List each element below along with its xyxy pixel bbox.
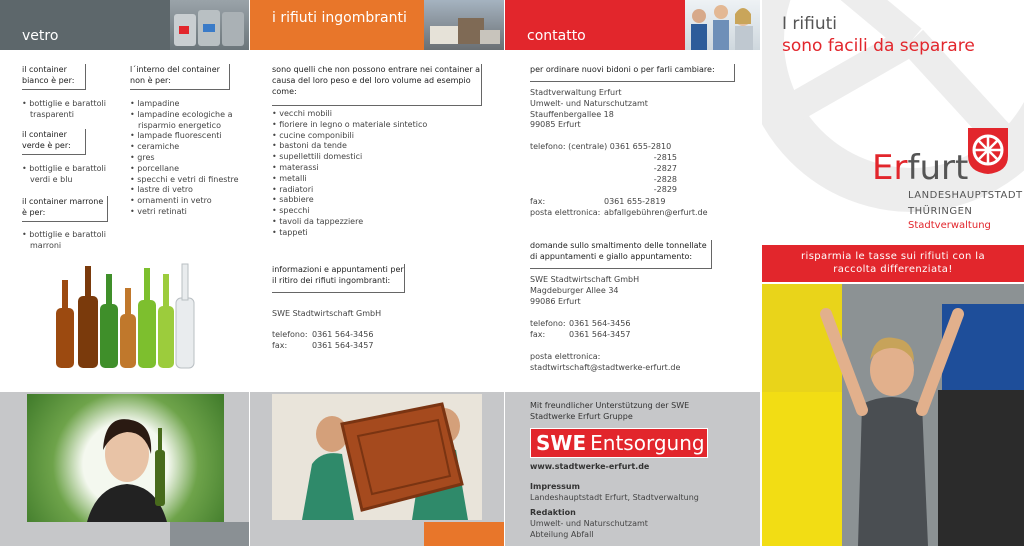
list-item: • fioriere in legno o materiale sintetico — [272, 120, 492, 131]
ingombranti-panel — [250, 0, 504, 546]
verde-label: il container verde è per: — [22, 129, 86, 155]
list-item: • porcellane — [130, 164, 240, 175]
list-item: • bottiglie e barattoli verdi e blu — [22, 164, 114, 186]
containers-icon — [170, 0, 249, 50]
erfurt-logo-wordmark — [872, 150, 968, 186]
bulky-waste-photo — [424, 0, 504, 50]
container-photo — [170, 0, 249, 50]
vetro-title: vetro — [22, 28, 59, 44]
bins-icon — [762, 284, 1024, 546]
cover-banner: risparmia le tasse sui rifiuti con la raccolta differenziata! — [762, 245, 1024, 282]
list-item: • specchi e vetri di finestre — [130, 175, 240, 186]
list-item: • gres — [130, 153, 240, 164]
workers-icon — [272, 394, 482, 520]
swe-phone: 0361 564-3456 — [569, 319, 631, 328]
people-icon — [685, 0, 760, 50]
list-item: • sabbiere — [272, 195, 492, 206]
ingombranti-info-label: informazioni e appuntamenti per il ritiro dei rifiuti ingombranti: — [272, 264, 405, 293]
woman-wine-photo — [27, 394, 224, 522]
phone-ext: -2815 — [653, 153, 677, 162]
ingombranti-company: SWE Stadtwirtschaft GmbH — [272, 309, 382, 318]
list-item: • tappeti — [272, 228, 492, 239]
redaktion-text — [530, 519, 648, 541]
impressum-text: Landeshauptstadt Erfurt, Stadtverwaltung — [530, 493, 699, 502]
list-item: • bastoni da tende — [272, 141, 492, 152]
interior-label: l´interno del container non è per: — [130, 64, 230, 90]
contact-fax: 0361 655-2819 — [604, 197, 666, 206]
swe-email-label: posta elettronica: — [530, 352, 601, 361]
woman-icon — [27, 394, 224, 522]
address-line: 99086 Erfurt — [530, 296, 581, 306]
list-item: • ceramiche — [130, 142, 240, 153]
bottle-amber — [120, 288, 136, 368]
furniture-icon — [424, 0, 504, 50]
impressum-label: Impressum — [530, 482, 580, 491]
logo-line3: Stadtverwaltung — [908, 220, 991, 231]
contact-phone-ext — [637, 153, 677, 196]
boy-bins-photo — [762, 284, 1024, 546]
list-item: • vecchi mobili — [272, 109, 492, 120]
list-item: • materassi — [272, 163, 492, 174]
redaktion-line: Umwelt- und Naturschutzamt — [530, 519, 648, 528]
swe-email: stadtwirtschaft@stadtwerke-erfurt.de — [530, 363, 681, 372]
address-line: Umwelt- und Naturschutzamt — [530, 98, 648, 108]
ingombranti-header — [250, 0, 504, 50]
list-item: • ornamenti in vetro — [130, 196, 240, 207]
logo-line2: THÜRINGEN — [908, 206, 973, 217]
contatto-panel — [505, 0, 760, 546]
order-label: per ordinare nuovi bidoni o per farli cambiare: — [530, 64, 735, 82]
contact-phone: telefono: (centrale) 0361 655-2810 — [530, 142, 672, 151]
bianco-list — [22, 99, 114, 121]
address-line: Stauffenbergallee 18 — [530, 109, 614, 119]
list-item: • lampade fluorescenti — [130, 131, 240, 142]
swe-fax-label: fax: — [530, 330, 546, 339]
support-text: Mit freundlicher Unterstützung der SWE Stadtwerke Erfurt Gruppe — [530, 401, 690, 421]
swe-url[interactable]: www.stadtwerke-erfurt.de — [530, 462, 650, 471]
vetro-header — [0, 0, 249, 50]
erfurt-wheel-icon — [966, 126, 1010, 176]
ingombranti-list — [272, 109, 492, 239]
contatto-header — [505, 0, 760, 50]
list-item: • metalli — [272, 174, 492, 185]
contact-email: abfallgebühren@erfurt.de — [604, 208, 708, 217]
list-item: • radiatori — [272, 185, 492, 196]
ingombranti-phone-label: telefono: — [272, 330, 308, 339]
contact-fax-label: fax: — [530, 197, 546, 206]
list-item: • specchi — [272, 206, 492, 217]
marrone-list — [22, 230, 114, 252]
redaktion-label: Redaktion — [530, 508, 576, 517]
contact-address — [530, 88, 648, 131]
ingombranti-fax-label: fax: — [272, 341, 288, 350]
verde-list — [22, 164, 114, 186]
list-item: • vetri retinati — [130, 207, 240, 218]
marrone-label: il container marrone è per: — [22, 196, 108, 222]
list-item: • lampadine ecologiche a risparmio energetico — [130, 110, 240, 132]
ingombranti-phone: 0361 564-3456 — [312, 330, 374, 339]
ingombranti-corner-block — [424, 522, 504, 546]
list-item: • bottiglie e barattoli marroni — [22, 230, 114, 252]
bottle-brown — [56, 280, 74, 368]
swe-entsorgung-logo — [530, 428, 708, 458]
bottle-lime — [138, 268, 156, 368]
erfurt-logo-er: Er — [872, 148, 908, 188]
cover-title-line1: I rifiuti — [782, 14, 838, 34]
bottle-brown-2 — [78, 266, 98, 368]
contatto-title: contatto — [527, 28, 586, 44]
address-line: Stadtverwaltung Erfurt — [530, 88, 622, 97]
ingombranti-intro: sono quelli che non possono entrare nei container a causa del loro peso e del loro volume ad esempio come: — [272, 64, 482, 106]
bottle-clear — [176, 264, 194, 368]
bottle-lime-2 — [158, 274, 174, 368]
ingombranti-fax: 0361 564-3457 — [312, 341, 374, 350]
phone-ext: -2827 — [653, 163, 677, 173]
workers-table-photo — [272, 394, 482, 520]
cover-panel — [762, 0, 1024, 546]
ingombranti-title: i rifiuti ingombranti — [272, 10, 407, 26]
list-item: • cucine componibili — [272, 131, 492, 142]
phone-ext: -2829 — [653, 185, 677, 195]
list-item: • supellettili domestici — [272, 152, 492, 163]
swe-phone-label: telefono: — [530, 319, 566, 328]
team-photo — [685, 0, 760, 50]
swe-address — [530, 275, 639, 307]
cover-title-line2: sono facili da separare — [782, 36, 975, 56]
contact-email-label: posta elettronica: — [530, 208, 601, 217]
list-item: • lastre di vetro — [130, 185, 240, 196]
address-line: 99085 Erfurt — [530, 120, 581, 130]
address-line: Magdeburger Allee 34 — [530, 285, 619, 295]
bottle-green — [100, 274, 118, 368]
list-item: • lampadine — [130, 99, 240, 110]
swe-logo-text: SWE — [536, 431, 587, 455]
bianco-label: il container bianco è per: — [22, 64, 86, 90]
list-item: • tavoli da tappezziere — [272, 217, 492, 228]
entsorgung-logo-text: Entsorgung — [590, 431, 705, 455]
address-line: SWE Stadtwirtschaft GmbH — [530, 275, 640, 284]
swe-fax: 0361 564-3457 — [569, 330, 631, 339]
list-item: • bottiglie e barattoli trasparenti — [22, 99, 114, 121]
redaktion-line: Abteilung Abfall — [530, 529, 594, 539]
phone-ext: -2828 — [653, 174, 677, 184]
question-label: domande sullo smaltimento delle tonnellate di appuntamenti e giallo appuntamento: — [530, 240, 712, 269]
erfurt-logo-furt: furt — [907, 148, 969, 188]
bottles-illustration — [48, 260, 208, 372]
logo-line1: LANDESHAUPTSTADT — [908, 190, 1023, 201]
interior-list — [130, 99, 240, 218]
vetro-corner-block — [170, 522, 249, 546]
vetro-panel — [0, 0, 249, 546]
